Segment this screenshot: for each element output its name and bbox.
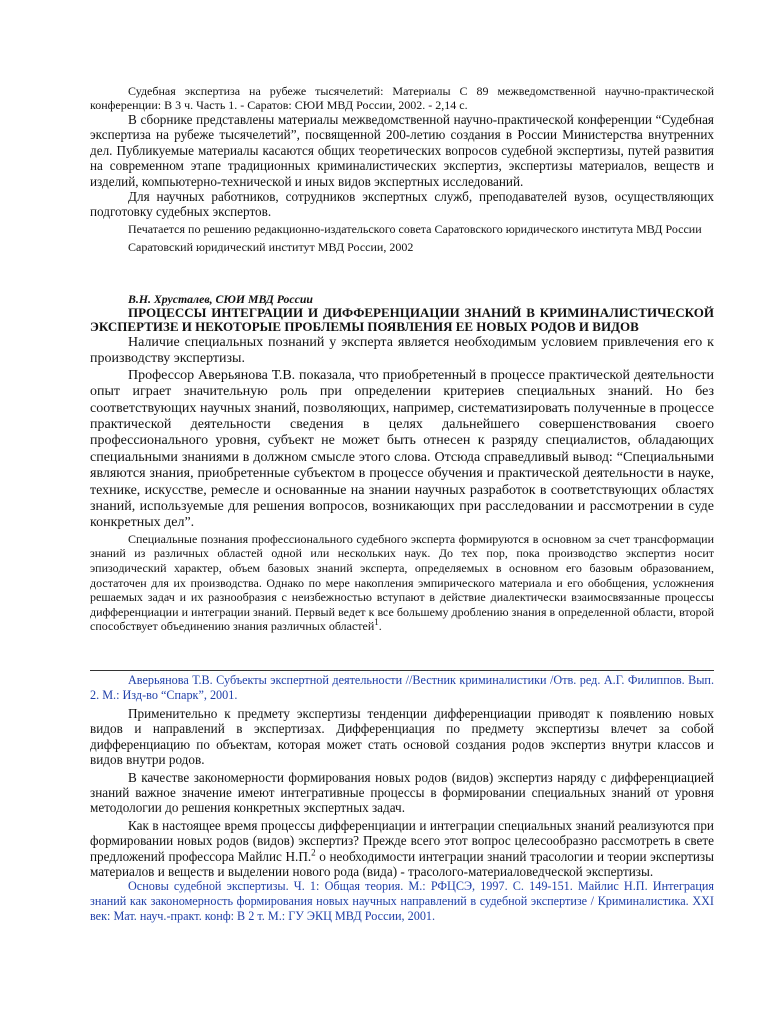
article-author: В.Н. Хрусталев, СЮИ МВД России bbox=[128, 292, 313, 306]
article-title: ПРОЦЕССЫ ИНТЕГРАЦИИ И ДИФФЕРЕНЦИАЦИИ ЗНАНИЙ В КРИМИНАЛИСТИЧЕСКОЙ ЭКСПЕРТИЗЕ И НЕКОТОРЫЕ ПРОБЛЕМЫ ПОЯВЛЕНИЯ ЕЕ НОВЫХ РОДОВ И ВИДОВ bbox=[90, 305, 714, 334]
footnote-ref-1: 1 bbox=[374, 617, 379, 628]
footnote-1: Аверьянова Т.В. Субъекты экспертной деятельности //Вестник криминалистики /Отв. ред. А.Г. Филиппов. Вып. 2. М.: Изд-во “Спарк”, 2001. bbox=[90, 673, 714, 702]
footnote-1-block bbox=[90, 673, 714, 702]
paragraph-3 bbox=[90, 532, 714, 634]
annotation-block bbox=[90, 84, 714, 254]
article-continued bbox=[90, 706, 714, 923]
paragraph-6 bbox=[90, 818, 714, 880]
paragraph-3-end: . bbox=[378, 619, 382, 634]
paragraph-2: Профессор Аверьянова Т.В. показала, что приобретенный в процессе практической деятельности опыт играет значительную роль при определении критериев специальных знаний. Но без соответствующих научных знаний, позволяющих, например, систематизировать полученные в процессе практической деятельности сведения в целях дальнейшего совершенствования своего профессионального уровня, субъект не может быть отнесен к разряду специалистов, обладающих специальными знаниями в должном смысле этого слова. Отсюда справедливый вывод: “Специальными являются знания, приобретенные субъектом в процессе обучения и практической деятельности в науке, технике, искусстве, ремесле и основанные на знании научных разработок в соответствующих областях знаний, используемые для решения вопросов, возникающих при расследовании и рассмотрении в суде конкретных дел”. bbox=[90, 367, 714, 531]
paragraph-5: В качестве закономерности формирования новых родов (видов) экспертиз наряду с дифференциацией знаний важное значение имеют интегративные процессы в формировании специальных знаний от уровня методологии до решения конкретных экспертных задач. bbox=[90, 769, 714, 816]
paragraph-6-text-b: о необходимости интеграции знаний трасологии и теории экспертизы материалов и веществ и выделении нового рода (вида) - трасолого-материаловедческой экспертизы. bbox=[90, 848, 714, 880]
paragraph-3-text: Специальные познания профессионального судебного эксперта формируются в основном за счет трансформации знаний из различных областей одной или нескольких наук. До тех пор, пока производство экспертиз носит эпизодический характер, объем базовых знаний эксперта, определяемых в основном его базовым образованием, достаточен для их производства. Однако по мере накопления эмпирического материала и его обобщения, усложнения решаемых задач и их разнообразия с неизбежностью вступают в действие диалектически взаимосвязанные процессы дифференциации и интеграции знаний. Первый ведет к все большему дроблению знания в определенной области, второй способствует объединению знания различных областей bbox=[90, 531, 714, 634]
paragraph-1: Наличие специальных познаний у эксперта является необходимым условием привлечения его к производству экспертизы. bbox=[90, 335, 714, 367]
footnote-ref-2: 2 bbox=[311, 847, 316, 858]
copyright-line: Саратовский юридический институт МВД России, 2002 bbox=[128, 239, 414, 254]
bibliographic-record: Судебная экспертиза на рубеже тысячелетий: Материалы С 89 межведомственной научно-практической конференции: В 3 ч. Часть 1. - Саратов: СЮИ МВД России, 2002. - 2,14 с. bbox=[90, 84, 714, 112]
article bbox=[90, 292, 714, 634]
paragraph-6-text-a: Как в настоящее время процессы дифференциации и интеграции специальных знаний реализуются при формировании новых родов (видов) экспертиз? Прежде всего этот вопрос целесообразно рассмотреть в свете предложений профессора Майлис Н.П. bbox=[90, 817, 714, 864]
footnote-2: Основы судебной экспертизы. Ч. 1: Общая теория. М.: РФЦСЭ, 1997. С. 149-151. Майлис Н.П. Интеграция знаний как закономерность формирования новых научных направлений в судебной экспертизе / Криминалистика. XXI век: Мат. науч.-практ. конф: В 2 т. М.: ГУ ЭКЦ МВД России, 2001. bbox=[90, 879, 714, 923]
annotation-summary: В сборнике представлены материалы межведомственной научно-практической конференции “Судебная экспертиза на рубеже тысячелетий”, посвященной 200-летию создания в России Министерства внутренних дел. Публикуемые материалы касаются общих теоретических вопросов судебной экспертизы, путей развития на современном этапе традиционных криминалистических экспертиз, экспертизы материалов, веществ и изделий, компьютерно-технической и иных видов экспертных исследований. bbox=[90, 112, 714, 189]
annotation-audience: Для научных работников, сотрудников экспертных служб, преподавателей вузов, осуществляющих подготовку судебных экспертов. bbox=[90, 189, 714, 220]
footnote-divider bbox=[90, 670, 714, 671]
paragraph-4: Применительно к предмету экспертизы тенденции дифференциации приводят к появлению новых видов и направлений в экспертизах. Дифференциация по предмету экспертизы влечет за собой дифференциацию по объектам, которая может стать основой создания родов экспертиз внутри классов и видов внутри родов. bbox=[90, 706, 714, 768]
print-note: Печатается по решению редакционно-издательского совета Саратовского юридического института МВД России bbox=[128, 221, 702, 236]
